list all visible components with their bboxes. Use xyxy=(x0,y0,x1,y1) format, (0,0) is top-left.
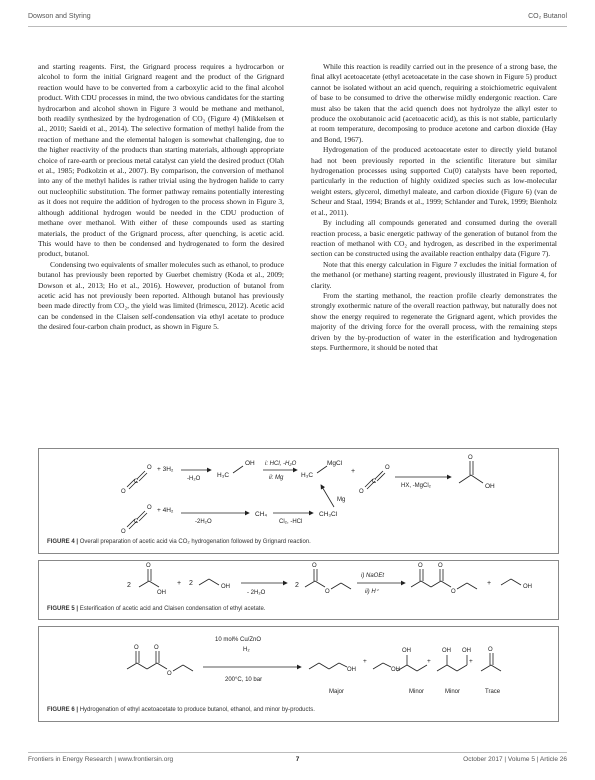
figure-4-caption: FIGURE 4 | Overall preparation of acetic acid via CO₂ hydrogenation followed by Grignard reaction. xyxy=(47,539,311,545)
plus-sign: + xyxy=(487,580,492,587)
svg-text:OH: OH xyxy=(157,590,166,596)
svg-text:O: O xyxy=(418,563,423,569)
ethanol-molecule xyxy=(501,579,532,590)
acetone-molecule xyxy=(481,647,501,671)
plus-sign: + xyxy=(363,658,367,665)
paragraph: While this reaction is readily carried out in the presence of a strong base, the final alkyl acetoacetate (ethyl acetoacetate in the case shown in Figure 5) product cannot be isolated without an acid quench, requiring a stoichiometric equivalent of base to be consumed to drive the otherwise mildly endergonic reaction. Care must also be taken that the acid quench does not hydrolyze the alkyl ester to produce the oxobutanoic acid (acetoacetic acid), as this is not stable, particularly at room temperature, decomposing to produce acetone and carbon dioxide (Hay and Bond, 1967). xyxy=(311,62,557,144)
stoich-coefficient: 2 xyxy=(295,582,299,589)
co2-molecule xyxy=(121,505,152,535)
paragraph: Hydrogenation of the produced acetoacetate ester to directly yield butanol had not been previously reported in the scientific literature but similar hydrogenation processes using supported Cu(0) catalysts have been reported, particularly in the reduction of highly oxidized species such as low-molecular weight esters, glycerol, dimethyl maleate, and carbon dioxide (Figure 6) (van de Scheur and Staal, 1994; Brands et al., 1999; Schlander and Turek, 1999; Bienholz et al., 2011). xyxy=(311,145,557,217)
svg-text:O: O xyxy=(167,671,172,677)
plus-sign: + xyxy=(177,580,182,587)
chlorination-label: Cl₂, -HCl xyxy=(279,519,303,525)
butanol-molecule xyxy=(309,663,356,673)
svg-text:OH: OH xyxy=(523,584,532,590)
running-header xyxy=(28,13,567,25)
svg-text:O: O xyxy=(147,505,152,511)
methanol-label: H₃C xyxy=(217,472,230,479)
ethanol-molecule xyxy=(199,579,230,590)
mgcl-label: MgCl xyxy=(327,460,343,467)
paragraph: Note that this energy calculation in Figure 7 excludes the initial formation of the methanol (or methane) starting reagent, previously illustrated in Figure 4, for clarity. xyxy=(311,259,557,290)
svg-text:O: O xyxy=(146,563,151,569)
condition-2: ii) H⁺ xyxy=(365,589,379,595)
svg-text:OH: OH xyxy=(462,648,471,654)
page-number: 7 xyxy=(295,756,300,763)
svg-text:O: O xyxy=(451,589,456,595)
figure-6-scheme xyxy=(39,627,558,707)
svg-text:O: O xyxy=(134,645,139,651)
co2-molecule xyxy=(121,465,152,495)
svg-text:O: O xyxy=(154,645,159,651)
reagent-label: + 3H₂ xyxy=(157,466,174,473)
svg-text:OH: OH xyxy=(347,667,356,673)
svg-text:O: O xyxy=(385,465,390,471)
minor-label: Minor xyxy=(409,689,425,695)
svg-text:O: O xyxy=(312,563,317,569)
svg-text:OH: OH xyxy=(402,648,411,654)
figure-6-caption: FIGURE 6 | Hydrogenation of ethyl acetoacetate to produce butanol, ethanol, and minor by-products. xyxy=(47,707,315,713)
conditions-label: 200°C, 10 bar xyxy=(225,677,263,683)
footer-rule xyxy=(28,752,567,753)
header-authors: Dowson and Styring xyxy=(28,13,91,20)
svg-text:C: C xyxy=(134,519,139,525)
svg-text:OH: OH xyxy=(485,483,495,490)
minor-label: Minor xyxy=(445,689,461,695)
methane-label: CH₄ xyxy=(255,511,268,518)
figure-5-caption: FIGURE 5 | Esterification of acetic acid and Claisen condensation of ethyl acetate. xyxy=(47,606,266,612)
plus-sign: + xyxy=(427,658,431,665)
figure-4-scheme xyxy=(39,449,558,541)
chloromethane-label: CH₃Cl xyxy=(319,511,338,518)
methyl-label: H₃C xyxy=(301,472,314,479)
svg-text:O: O xyxy=(468,455,473,461)
paragraph: and starting reagents. First, the Grignard process requires a hydrocarbon or alcohol to form the initial Grignard reagent and the product of the Grignard reaction would have to be converted from a carboxylic acid to the final alcohol product. With CDU processes in mind, the two obvious candidates for the starting hydrocarbon and alcohol shown in Figure 3 would be methane and methanol, both readily synthesized by the hydrogenation of CO₂ (Figure 4) (Mikkelsen et al., 2010; Saeidi et al., 2014). The selective formation of methyl halide from the reaction of methane and the elemental halogen is somewhat challenging, due to the higher reactivity of the products than starting materials, although appropriate choice of rare-earth or precious metal catalyst can yield the desired product (Olah et al., 1985; Podkolzin et al., 2007). By comparison, the conversion of methanol into any of the methyl halides is rather trivial using the hydrogen halide to carry out nucleophilic substitution. The former pathway remains potentially interesting as it does not require the addition of hydrogen to the process shown in Figure 3, although additional hydrogen would be needed in the CDU production of methane over methanol. With either of these compounds used as starting materials, the product of the Grignard process, after quenching, is acetic acid. This would have to then be condensed and hydrogenated to form the desired product, butanol. xyxy=(38,62,284,259)
reagent-label: + 4H₂ xyxy=(157,507,174,514)
right-column xyxy=(311,62,557,353)
acetic-acid-molecule xyxy=(459,455,495,490)
paragraph: From the starting methanol, the reaction profile clearly demonstrates the strongly exothermic nature of the overall reaction pathway, but naturally does not show the energy required to regenerate the Grignard agent, which provides the majority of the driving force for the overall process, with the remaining steps driven by the by-production of water in the esterification and hydrogenation steps. Furthermore, it should be noted that xyxy=(311,290,557,352)
plus-sign: + xyxy=(469,658,473,665)
header-short-title: CO₂ Butanol xyxy=(528,13,567,20)
ethyl-acetoacetate-molecule xyxy=(127,645,193,677)
svg-text:C: C xyxy=(134,479,139,485)
condition-1: i) NaOEt xyxy=(361,573,385,579)
figure-4 xyxy=(38,448,559,554)
running-footer xyxy=(28,756,567,768)
svg-text:O: O xyxy=(147,465,152,471)
ethyl-acetate-molecule xyxy=(305,563,351,595)
figure-5-scheme xyxy=(39,561,558,609)
mg-label: Mg xyxy=(337,497,346,503)
svg-text:O: O xyxy=(121,529,126,535)
butanediol-molecule xyxy=(437,648,471,671)
reagent-label: H₂ xyxy=(243,647,250,653)
svg-text:C: C xyxy=(372,479,377,485)
left-column xyxy=(38,62,284,333)
byproduct-label: -H₂O xyxy=(187,476,201,482)
condition-2: ii: Mg xyxy=(269,475,284,481)
quench-label: HX, -MgCl₂ xyxy=(401,483,431,489)
svg-text:O: O xyxy=(438,563,443,569)
oh-label: OH xyxy=(245,460,255,467)
journal-name: Frontiers in Energy Research | www.frontiersin.org xyxy=(28,756,174,763)
trace-label: Trace xyxy=(485,689,501,695)
paragraph: Condensing two equivalents of smaller molecules such as ethanol, to produce butanol has previously been reported by Guerbet chemistry (Koda et al., 2009; Dowson et al., 2013; Ho et al., 2016). However, production of butanol from acetic acid has not previously been reported. Although butanol has previously been made directly from CO₂, the yield was limited (Irimescu, 2012). Acetic acid can be condensed in the Claisen self-condensation via ethyl acetate to produce the desired four-carbon chain product, as shown in Figure 5. xyxy=(38,259,284,332)
svg-text:OH: OH xyxy=(221,584,230,590)
byproduct-label: - 2H₂O xyxy=(247,590,266,596)
catalyst-label: 10 mol% Cu/ZnO xyxy=(215,637,262,643)
stoich-coefficient: 2 xyxy=(189,580,193,587)
svg-text:O: O xyxy=(121,489,126,495)
stoich-coefficient: 2 xyxy=(127,582,131,589)
co2-molecule xyxy=(359,465,390,495)
svg-text:O: O xyxy=(488,647,493,653)
paragraph: By including all compounds generated and consumed during the overall reaction process, a basic energetic pathway of the generation of butanol from the reaction of methanol with CO₂ and hydrogen, as described in the experimental section can be constructed using the available reaction enthalpy data (Figure 7). xyxy=(311,218,557,259)
svg-text:OH: OH xyxy=(391,667,400,673)
figure-6 xyxy=(38,626,559,722)
major-label: Major xyxy=(329,689,345,695)
butanediol-13-molecule xyxy=(397,648,427,671)
issue-info: October 2017 | Volume 5 | Article 26 xyxy=(463,756,567,763)
svg-text:O: O xyxy=(325,589,330,595)
svg-text:OH: OH xyxy=(442,648,451,654)
plus-sign: + xyxy=(351,468,356,475)
acetic-acid-molecule xyxy=(139,563,166,596)
ethanol-molecule xyxy=(373,663,400,673)
condition-1: i: HCl, -H₂O xyxy=(265,461,297,467)
figure-5 xyxy=(38,560,559,620)
byproduct-label: -2H₂O xyxy=(195,519,212,525)
header-rule xyxy=(28,26,567,27)
ethyl-acetoacetate-molecule xyxy=(411,563,477,595)
svg-text:O: O xyxy=(359,489,364,495)
